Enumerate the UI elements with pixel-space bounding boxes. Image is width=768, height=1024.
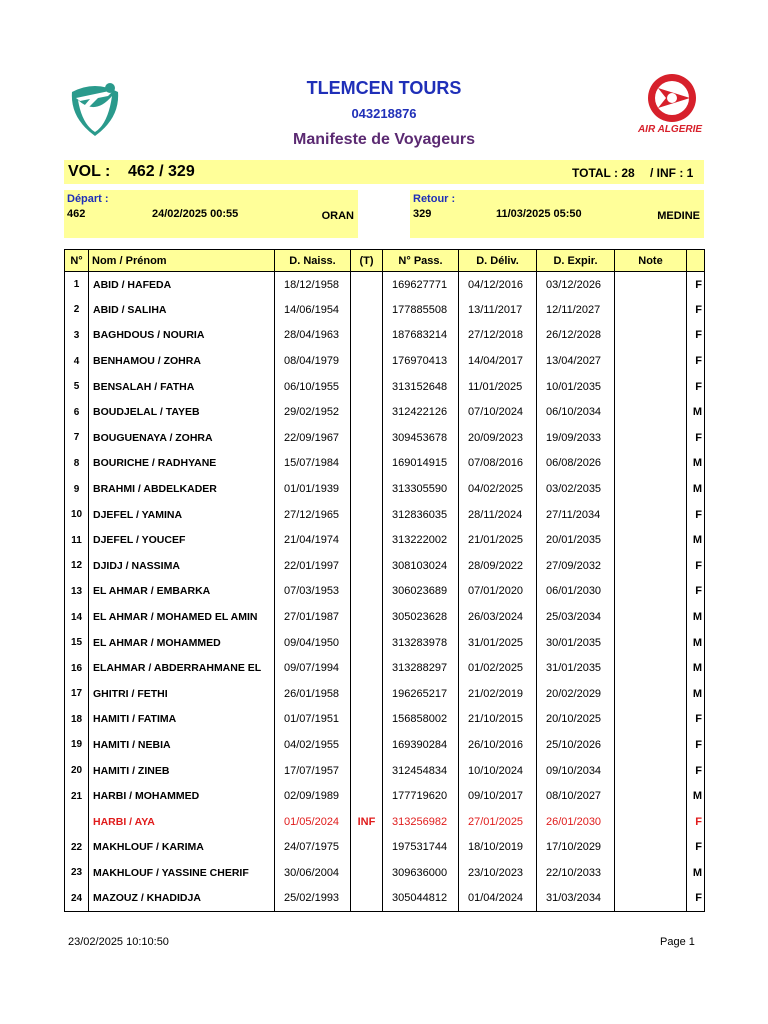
cell-passport: 177885508 (383, 297, 459, 323)
table-row (65, 527, 705, 553)
cell-expiry-date: 20/02/2029 (537, 681, 615, 707)
cell-name: HARBI / AYA (89, 809, 275, 835)
cell-name: HARBI / MOHAMMED (89, 783, 275, 809)
company-phone: 043218876 (351, 106, 417, 121)
cell-name: EL AHMAR / MOHAMMED (89, 630, 275, 656)
col-header-issued: D. Déliv. (459, 250, 537, 272)
cell-expiry-date: 27/09/2032 (537, 553, 615, 579)
cell-type (351, 732, 383, 758)
cell-passport: 177719620 (383, 783, 459, 809)
cell-type (351, 297, 383, 323)
table-row-infant (65, 809, 705, 835)
cell-passport: 306023689 (383, 579, 459, 605)
cell-type (351, 502, 383, 528)
cell-birth-date: 29/02/1952 (275, 399, 351, 425)
page-number: Page 1 (660, 936, 695, 948)
cell-birth-date: 25/02/1993 (275, 886, 351, 912)
cell-issue-date: 01/02/2025 (459, 655, 537, 681)
cell-birth-date: 27/01/1987 (275, 604, 351, 630)
cell-expiry-date: 17/10/2029 (537, 835, 615, 861)
cell-note (615, 707, 687, 733)
cell-expiry-date: 19/09/2033 (537, 425, 615, 451)
cell-type (351, 272, 383, 298)
cell-birth-date: 17/07/1957 (275, 758, 351, 784)
company-name: TLEMCEN TOURS (306, 78, 462, 98)
cell-name: HAMITI / ZINEB (89, 758, 275, 784)
departure-label: Départ : (67, 193, 109, 205)
table-row (65, 374, 705, 400)
cell-sex: F (687, 323, 705, 349)
cell-expiry-date: 09/10/2034 (537, 758, 615, 784)
cell-passport: 312422126 (383, 399, 459, 425)
cell-number: 3 (65, 323, 89, 349)
cell-birth-date: 04/02/1955 (275, 732, 351, 758)
cell-sex: F (687, 553, 705, 579)
cell-note (615, 297, 687, 323)
cell-number: 8 (65, 451, 89, 477)
table-row (65, 476, 705, 502)
cell-expiry-date: 10/01/2035 (537, 374, 615, 400)
cell-passport: 313256982 (383, 809, 459, 835)
cell-passport: 305044812 (383, 886, 459, 912)
cell-type: INF (351, 809, 383, 835)
flight-bar (64, 160, 704, 184)
cell-expiry-date: 03/12/2026 (537, 272, 615, 298)
cell-note (615, 425, 687, 451)
cell-birth-date: 02/09/1989 (275, 783, 351, 809)
cell-passport: 313288297 (383, 655, 459, 681)
table-row (65, 425, 705, 451)
cell-issue-date: 07/01/2020 (459, 579, 537, 605)
cell-note (615, 681, 687, 707)
cell-issue-date: 26/10/2016 (459, 732, 537, 758)
cell-sex: F (687, 297, 705, 323)
cell-note (615, 835, 687, 861)
cell-type (351, 630, 383, 656)
cell-passport: 169627771 (383, 272, 459, 298)
cell-note (615, 886, 687, 912)
table-row (65, 348, 705, 374)
cell-name: BOURICHE / RADHYANE (89, 451, 275, 477)
cell-sex: F (687, 886, 705, 912)
cell-number: 14 (65, 604, 89, 630)
cell-expiry-date: 03/02/2035 (537, 476, 615, 502)
cell-name: BENHAMOU / ZOHRA (89, 348, 275, 374)
cell-birth-date: 09/07/1994 (275, 655, 351, 681)
table-row (65, 451, 705, 477)
cell-number: 4 (65, 348, 89, 374)
cell-expiry-date: 25/03/2034 (537, 604, 615, 630)
cell-birth-date: 08/04/1979 (275, 348, 351, 374)
infant-count: / INF : 1 (650, 166, 694, 180)
departure-city: ORAN (321, 210, 354, 222)
table-row (65, 732, 705, 758)
table-row (65, 579, 705, 605)
cell-sex: M (687, 681, 705, 707)
cell-type (351, 655, 383, 681)
cell-expiry-date: 26/12/2028 (537, 323, 615, 349)
cell-issue-date: 11/01/2025 (459, 374, 537, 400)
cell-expiry-date: 06/08/2026 (537, 451, 615, 477)
cell-name: BAGHDOUS / NOURIA (89, 323, 275, 349)
cell-sex: M (687, 783, 705, 809)
cell-issue-date: 21/10/2015 (459, 707, 537, 733)
cell-birth-date: 01/01/1939 (275, 476, 351, 502)
cell-issue-date: 10/10/2024 (459, 758, 537, 784)
cell-type (351, 835, 383, 861)
cell-type (351, 886, 383, 912)
cell-issue-date: 28/11/2024 (459, 502, 537, 528)
cell-passport: 197531744 (383, 835, 459, 861)
cell-note (615, 348, 687, 374)
table-row (65, 399, 705, 425)
cell-note (615, 323, 687, 349)
cell-number: 19 (65, 732, 89, 758)
cell-issue-date: 04/12/2016 (459, 272, 537, 298)
table-row (65, 323, 705, 349)
cell-passport: 313222002 (383, 527, 459, 553)
table-row (65, 297, 705, 323)
cell-issue-date: 28/09/2022 (459, 553, 537, 579)
cell-name: ABID / SALIHA (89, 297, 275, 323)
cell-number: 23 (65, 860, 89, 886)
cell-note (615, 783, 687, 809)
cell-type (351, 758, 383, 784)
cell-type (351, 553, 383, 579)
cell-note (615, 272, 687, 298)
cell-passport: 313152648 (383, 374, 459, 400)
cell-birth-date: 18/12/1958 (275, 272, 351, 298)
cell-sex: M (687, 451, 705, 477)
cell-number (65, 809, 89, 835)
cell-note (615, 579, 687, 605)
cell-birth-date: 15/07/1984 (275, 451, 351, 477)
cell-sex: F (687, 272, 705, 298)
cell-number: 15 (65, 630, 89, 656)
cell-type (351, 527, 383, 553)
table-row (65, 886, 705, 912)
cell-sex: F (687, 502, 705, 528)
return-label: Retour : (413, 193, 456, 205)
cell-type (351, 783, 383, 809)
col-header-expiry: D. Expir. (537, 250, 615, 272)
cell-number: 9 (65, 476, 89, 502)
cell-passport: 169014915 (383, 451, 459, 477)
cell-note (615, 630, 687, 656)
cell-number: 11 (65, 527, 89, 553)
cell-issue-date: 21/02/2019 (459, 681, 537, 707)
cell-name: BENSALAH / FATHA (89, 374, 275, 400)
cell-sex: M (687, 399, 705, 425)
cell-sex: F (687, 348, 705, 374)
cell-passport: 305023628 (383, 604, 459, 630)
cell-note (615, 860, 687, 886)
cell-passport: 313283978 (383, 630, 459, 656)
table-row (65, 553, 705, 579)
vol-label: VOL : (68, 163, 111, 180)
table-row (65, 272, 705, 298)
cell-name: MAKHLOUF / KARIMA (89, 835, 275, 861)
cell-birth-date: 14/06/1954 (275, 297, 351, 323)
cell-birth-date: 21/04/1974 (275, 527, 351, 553)
cell-passport: 312836035 (383, 502, 459, 528)
cell-note (615, 527, 687, 553)
table-row (65, 783, 705, 809)
cell-name: GHITRI / FETHI (89, 681, 275, 707)
cell-sex: F (687, 374, 705, 400)
cell-name: EL AHMAR / MOHAMED EL AMIN (89, 604, 275, 630)
cell-number: 21 (65, 783, 89, 809)
cell-note (615, 476, 687, 502)
cell-birth-date: 30/06/2004 (275, 860, 351, 886)
cell-passport: 312454834 (383, 758, 459, 784)
cell-expiry-date: 08/10/2027 (537, 783, 615, 809)
return-box (410, 190, 704, 238)
cell-expiry-date: 25/10/2026 (537, 732, 615, 758)
cell-issue-date: 31/01/2025 (459, 630, 537, 656)
return-city: MEDINE (657, 210, 700, 222)
table-row (65, 758, 705, 784)
cell-birth-date: 22/09/1967 (275, 425, 351, 451)
cell-expiry-date: 31/03/2034 (537, 886, 615, 912)
vol-value: 462 / 329 (128, 163, 195, 180)
cell-number: 17 (65, 681, 89, 707)
cell-expiry-date: 20/10/2025 (537, 707, 615, 733)
cell-expiry-date: 31/01/2035 (537, 655, 615, 681)
cell-type (351, 476, 383, 502)
cell-name: MAZOUZ / KHADIDJA (89, 886, 275, 912)
cell-name: ELAHMAR / ABDERRAHMANE EL (89, 655, 275, 681)
table-row (65, 655, 705, 681)
cell-passport: 169390284 (383, 732, 459, 758)
cell-issue-date: 21/01/2025 (459, 527, 537, 553)
cell-number: 16 (65, 655, 89, 681)
departure-box (64, 190, 358, 238)
cell-expiry-date: 26/01/2030 (537, 809, 615, 835)
cell-number: 13 (65, 579, 89, 605)
cell-birth-date: 26/01/1958 (275, 681, 351, 707)
cell-birth-date: 01/07/1951 (275, 707, 351, 733)
cell-name: DJEFEL / YAMINA (89, 502, 275, 528)
cell-sex: F (687, 579, 705, 605)
cell-passport: 187683214 (383, 323, 459, 349)
cell-expiry-date: 20/01/2035 (537, 527, 615, 553)
cell-name: BRAHMI / ABDELKADER (89, 476, 275, 502)
cell-note (615, 732, 687, 758)
cell-expiry-date: 06/01/2030 (537, 579, 615, 605)
cell-expiry-date: 30/01/2035 (537, 630, 615, 656)
cell-issue-date: 26/03/2024 (459, 604, 537, 630)
cell-expiry-date: 22/10/2033 (537, 860, 615, 886)
cell-name: HAMITI / FATIMA (89, 707, 275, 733)
table-row (65, 707, 705, 733)
departure-flight: 462 (67, 208, 86, 220)
cell-birth-date: 27/12/1965 (275, 502, 351, 528)
cell-number: 5 (65, 374, 89, 400)
cell-issue-date: 14/04/2017 (459, 348, 537, 374)
cell-note (615, 809, 687, 835)
cell-name: MAKHLOUF / YASSINE CHERIF (89, 860, 275, 886)
cell-type (351, 681, 383, 707)
cell-name: DJEFEL / YOUCEF (89, 527, 275, 553)
cell-name: BOUGUENAYA / ZOHRA (89, 425, 275, 451)
table-row (65, 860, 705, 886)
cell-sex: F (687, 758, 705, 784)
cell-number: 7 (65, 425, 89, 451)
cell-name: HAMITI / NEBIA (89, 732, 275, 758)
cell-note (615, 374, 687, 400)
cell-sex: F (687, 425, 705, 451)
cell-sex: M (687, 527, 705, 553)
cell-note (615, 502, 687, 528)
cell-note (615, 451, 687, 477)
cell-birth-date: 24/07/1975 (275, 835, 351, 861)
cell-type (351, 579, 383, 605)
return-datetime: 11/03/2025 05:50 (496, 208, 582, 220)
cell-name: DJIDJ / NASSIMA (89, 553, 275, 579)
cell-issue-date: 27/12/2018 (459, 323, 537, 349)
cell-sex: F (687, 809, 705, 835)
document-title: Manifeste de Voyageurs (293, 131, 475, 148)
cell-type (351, 707, 383, 733)
table-row (65, 604, 705, 630)
cell-birth-date: 22/01/1997 (275, 553, 351, 579)
cell-sex: M (687, 630, 705, 656)
passenger-table (64, 249, 705, 912)
cell-issue-date: 07/10/2024 (459, 399, 537, 425)
cell-type (351, 425, 383, 451)
cell-note (615, 399, 687, 425)
cell-note (615, 655, 687, 681)
cell-number: 20 (65, 758, 89, 784)
cell-issue-date: 27/01/2025 (459, 809, 537, 835)
col-header-number: N° (65, 250, 89, 272)
cell-issue-date: 04/02/2025 (459, 476, 537, 502)
cell-number: 2 (65, 297, 89, 323)
cell-passport: 308103024 (383, 553, 459, 579)
cell-issue-date: 13/11/2017 (459, 297, 537, 323)
cell-name: EL AHMAR / EMBARKA (89, 579, 275, 605)
table-row (65, 502, 705, 528)
print-timestamp: 23/02/2025 10:10:50 (68, 936, 169, 948)
total-count: TOTAL : 28 (572, 166, 635, 180)
cell-type (351, 451, 383, 477)
cell-sex: F (687, 732, 705, 758)
cell-birth-date: 28/04/1963 (275, 323, 351, 349)
cell-expiry-date: 12/11/2027 (537, 297, 615, 323)
cell-expiry-date: 13/04/2027 (537, 348, 615, 374)
cell-passport: 156858002 (383, 707, 459, 733)
cell-passport: 176970413 (383, 348, 459, 374)
col-header-passport: N° Pass. (383, 250, 459, 272)
cell-type (351, 348, 383, 374)
cell-sex: M (687, 604, 705, 630)
cell-note (615, 758, 687, 784)
cell-number: 1 (65, 272, 89, 298)
cell-issue-date: 01/04/2024 (459, 886, 537, 912)
cell-note (615, 604, 687, 630)
cell-sex: F (687, 707, 705, 733)
cell-number: 12 (65, 553, 89, 579)
cell-passport: 196265217 (383, 681, 459, 707)
cell-type (351, 399, 383, 425)
cell-note (615, 553, 687, 579)
cell-type (351, 374, 383, 400)
cell-number: 22 (65, 835, 89, 861)
col-header-sex (687, 250, 705, 272)
cell-sex: M (687, 655, 705, 681)
cell-number: 24 (65, 886, 89, 912)
airline-name: AIR ALGERIE (637, 124, 703, 135)
cell-sex: M (687, 476, 705, 502)
departure-datetime: 24/02/2025 00:55 (152, 208, 239, 220)
cell-number: 18 (65, 707, 89, 733)
cell-type (351, 604, 383, 630)
col-header-name: Nom / Prénom (89, 250, 275, 272)
cell-name: ABID / HAFEDA (89, 272, 275, 298)
cell-issue-date: 07/08/2016 (459, 451, 537, 477)
cell-number: 10 (65, 502, 89, 528)
cell-passport: 309636000 (383, 860, 459, 886)
cell-birth-date: 07/03/1953 (275, 579, 351, 605)
cell-issue-date: 20/09/2023 (459, 425, 537, 451)
cell-issue-date: 09/10/2017 (459, 783, 537, 809)
cell-sex: M (687, 860, 705, 886)
cell-name: BOUDJELAL / TAYEB (89, 399, 275, 425)
cell-sex: F (687, 835, 705, 861)
cell-birth-date: 01/05/2024 (275, 809, 351, 835)
cell-issue-date: 18/10/2019 (459, 835, 537, 861)
cell-birth-date: 09/04/1950 (275, 630, 351, 656)
return-flight: 329 (413, 208, 432, 220)
cell-expiry-date: 27/11/2034 (537, 502, 615, 528)
col-header-type: (T) (351, 250, 383, 272)
cell-type (351, 860, 383, 886)
table-row (65, 681, 705, 707)
cell-number: 6 (65, 399, 89, 425)
cell-type (351, 323, 383, 349)
cell-expiry-date: 06/10/2034 (537, 399, 615, 425)
col-header-note: Note (615, 250, 687, 272)
cell-passport: 309453678 (383, 425, 459, 451)
cell-issue-date: 23/10/2023 (459, 860, 537, 886)
col-header-birth: D. Naiss. (275, 250, 351, 272)
table-row (65, 835, 705, 861)
cell-passport: 313305590 (383, 476, 459, 502)
table-header-row (65, 250, 705, 272)
cell-birth-date: 06/10/1955 (275, 374, 351, 400)
table-row (65, 630, 705, 656)
